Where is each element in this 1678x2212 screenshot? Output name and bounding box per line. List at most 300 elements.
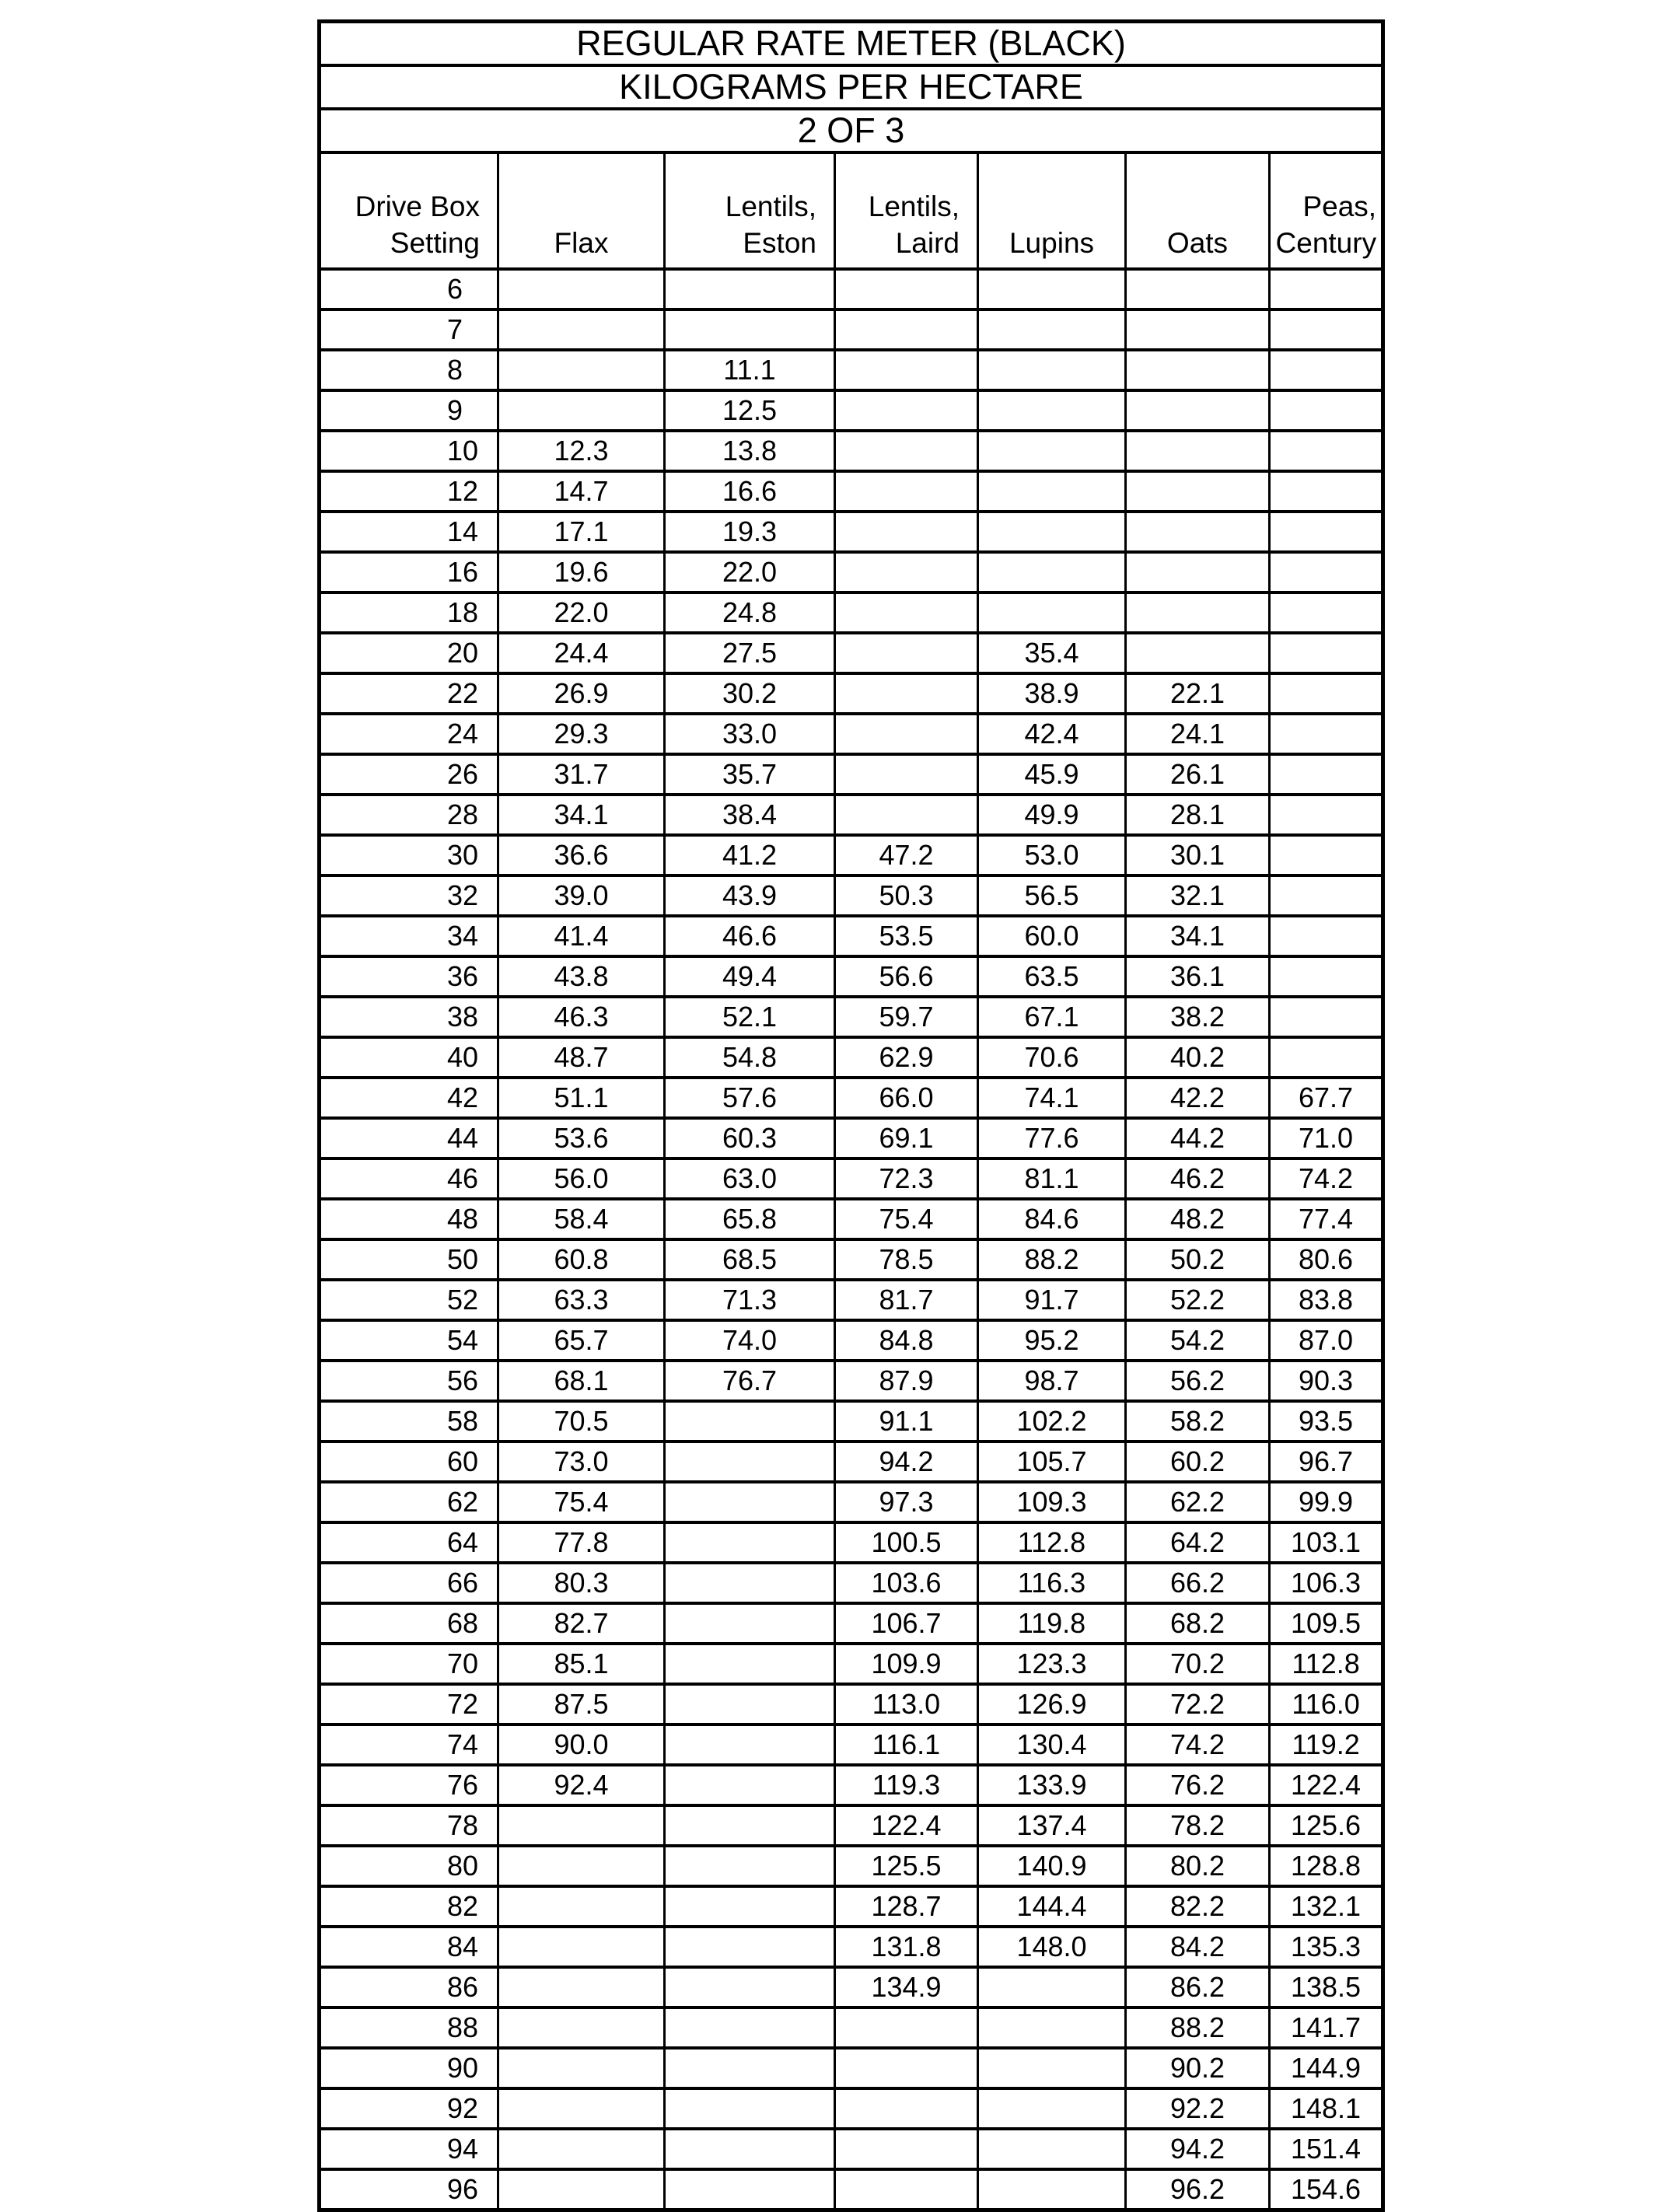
table-row (320, 512, 1383, 552)
value-cell: 122.4 (835, 1805, 978, 1846)
value-cell: 38.9 (978, 673, 1126, 714)
value-cell (1270, 1037, 1383, 1078)
table-row (320, 1805, 1383, 1846)
value-cell: 43.9 (665, 875, 835, 916)
value-cell (498, 2088, 665, 2129)
value-cell: 103.6 (835, 1563, 978, 1603)
value-cell: 69.1 (835, 1118, 978, 1158)
value-cell: 78.5 (835, 1239, 978, 1280)
value-cell (1126, 350, 1270, 390)
value-cell (978, 552, 1126, 592)
setting-cell: 7 (320, 309, 498, 350)
value-cell: 34.1 (498, 795, 665, 835)
value-cell: 58.4 (498, 1199, 665, 1239)
col-header-lupins (978, 152, 1126, 269)
value-cell: 34.1 (1126, 916, 1270, 956)
value-cell (665, 2129, 835, 2169)
col-header-line: Oats (1166, 227, 1229, 259)
value-cell (978, 2088, 1126, 2129)
value-cell (978, 471, 1126, 512)
setting-cell: 40 (320, 1037, 498, 1078)
setting-cell: 84 (320, 1927, 498, 1967)
value-cell: 48.7 (498, 1037, 665, 1078)
value-cell: 50.3 (835, 875, 978, 916)
table-row (320, 1078, 1383, 1118)
table-row (320, 269, 1383, 309)
table-row (320, 390, 1383, 431)
table-row (320, 350, 1383, 390)
col-header-line: Lentils, (868, 190, 960, 222)
value-cell: 24.1 (1126, 714, 1270, 754)
value-cell: 75.4 (498, 1482, 665, 1522)
value-cell: 22.0 (498, 592, 665, 633)
value-cell (665, 1401, 835, 1441)
table-row (320, 431, 1383, 471)
value-cell (1270, 431, 1383, 471)
value-cell: 44.2 (1126, 1118, 1270, 1158)
col-header-lentils-laird (835, 152, 978, 269)
value-cell (665, 309, 835, 350)
value-cell: 102.2 (978, 1401, 1126, 1441)
value-cell (835, 592, 978, 633)
value-cell (1126, 471, 1270, 512)
value-cell: 90.3 (1270, 1361, 1383, 1401)
value-cell: 51.1 (498, 1078, 665, 1118)
value-cell: 60.8 (498, 1239, 665, 1280)
setting-cell: 60 (320, 1441, 498, 1482)
value-cell: 48.2 (1126, 1199, 1270, 1239)
value-cell: 125.6 (1270, 1805, 1383, 1846)
value-cell (1126, 633, 1270, 673)
subtitle-row (320, 65, 1383, 109)
value-cell: 109.5 (1270, 1603, 1383, 1644)
value-cell (498, 2129, 665, 2169)
col-header-line: Laird (895, 227, 960, 259)
value-cell: 28.1 (1126, 795, 1270, 835)
value-cell: 132.1 (1270, 1886, 1383, 1927)
setting-cell: 52 (320, 1280, 498, 1320)
value-cell: 30.1 (1126, 835, 1270, 875)
value-cell: 47.2 (835, 835, 978, 875)
value-cell: 76.7 (665, 1361, 835, 1401)
value-cell (665, 269, 835, 309)
col-header-line: Setting (390, 227, 480, 259)
value-cell: 22.1 (1126, 673, 1270, 714)
value-cell: 119.3 (835, 1765, 978, 1805)
value-cell: 68.5 (665, 1239, 835, 1280)
value-cell: 116.0 (1270, 1684, 1383, 1725)
table-row (320, 1846, 1383, 1886)
value-cell: 99.9 (1270, 1482, 1383, 1522)
value-cell: 13.8 (665, 431, 835, 471)
value-cell: 46.6 (665, 916, 835, 956)
value-cell: 41.4 (498, 916, 665, 956)
table-row (320, 1644, 1383, 1684)
value-cell (498, 1886, 665, 1927)
value-cell: 30.2 (665, 673, 835, 714)
rate-table (317, 19, 1385, 2212)
value-cell: 35.7 (665, 754, 835, 795)
table-row (320, 1320, 1383, 1361)
setting-cell: 70 (320, 1644, 498, 1684)
value-cell: 84.6 (978, 1199, 1126, 1239)
value-cell (1270, 714, 1383, 754)
col-header-peas-century (1270, 152, 1383, 269)
value-cell (835, 350, 978, 390)
value-cell (665, 1886, 835, 1927)
value-cell (978, 512, 1126, 552)
col-header-line: Eston (743, 227, 816, 259)
value-cell: 81.1 (978, 1158, 1126, 1199)
value-cell: 109.3 (978, 1482, 1126, 1522)
value-cell (978, 390, 1126, 431)
value-cell: 56.6 (835, 956, 978, 997)
value-cell (1270, 956, 1383, 997)
setting-cell: 56 (320, 1361, 498, 1401)
table-row (320, 1927, 1383, 1967)
value-cell: 65.8 (665, 1199, 835, 1239)
table-row (320, 2008, 1383, 2048)
value-cell: 56.0 (498, 1158, 665, 1199)
value-cell: 137.4 (978, 1805, 1126, 1846)
value-cell: 148.0 (978, 1927, 1126, 1967)
column-header-row (320, 152, 1383, 269)
value-cell: 123.3 (978, 1644, 1126, 1684)
value-cell: 119.8 (978, 1603, 1126, 1644)
setting-cell: 76 (320, 1765, 498, 1805)
table-row (320, 1037, 1383, 1078)
seed-rate-chart-page (317, 19, 1385, 2212)
value-cell: 105.7 (978, 1441, 1126, 1482)
table-row (320, 1361, 1383, 1401)
value-cell: 72.2 (1126, 1684, 1270, 1725)
value-cell (835, 795, 978, 835)
table-row (320, 1684, 1383, 1725)
col-header-lentils-eston (665, 152, 835, 269)
value-cell (1270, 309, 1383, 350)
value-cell (835, 512, 978, 552)
value-cell: 84.2 (1126, 1927, 1270, 1967)
value-cell: 128.8 (1270, 1846, 1383, 1886)
value-cell (1270, 754, 1383, 795)
value-cell: 70.6 (978, 1037, 1126, 1078)
value-cell: 116.3 (978, 1563, 1126, 1603)
value-cell: 45.9 (978, 754, 1126, 795)
setting-cell: 44 (320, 1118, 498, 1158)
value-cell: 95.2 (978, 1320, 1126, 1361)
value-cell (1270, 835, 1383, 875)
table-row (320, 1280, 1383, 1320)
value-cell (665, 1765, 835, 1805)
setting-cell: 92 (320, 2088, 498, 2129)
value-cell: 53.5 (835, 916, 978, 956)
value-cell: 19.6 (498, 552, 665, 592)
value-cell: 50.2 (1126, 1239, 1270, 1280)
value-cell (835, 633, 978, 673)
value-cell: 119.2 (1270, 1725, 1383, 1765)
table-row (320, 1118, 1383, 1158)
value-cell: 40.2 (1126, 1037, 1270, 1078)
value-cell: 100.5 (835, 1522, 978, 1563)
value-cell: 134.9 (835, 1967, 978, 2008)
setting-cell: 34 (320, 916, 498, 956)
value-cell (1126, 592, 1270, 633)
value-cell: 125.5 (835, 1846, 978, 1886)
value-cell: 94.2 (835, 1441, 978, 1482)
setting-cell: 10 (320, 431, 498, 471)
value-cell: 144.4 (978, 1886, 1126, 1927)
value-cell: 88.2 (1126, 2008, 1270, 2048)
value-cell (498, 2169, 665, 2210)
value-cell: 81.7 (835, 1280, 978, 1320)
value-cell (1270, 350, 1383, 390)
value-cell (835, 269, 978, 309)
value-cell: 56.2 (1126, 1361, 1270, 1401)
value-cell: 93.5 (1270, 1401, 1383, 1441)
value-cell: 96.2 (1126, 2169, 1270, 2210)
value-cell: 130.4 (978, 1725, 1126, 1765)
value-cell: 24.4 (498, 633, 665, 673)
title-row (320, 22, 1383, 66)
value-cell: 41.2 (665, 835, 835, 875)
value-cell (1270, 795, 1383, 835)
value-cell: 75.4 (835, 1199, 978, 1239)
value-cell (665, 1805, 835, 1846)
value-cell (665, 1846, 835, 1886)
value-cell: 72.3 (835, 1158, 978, 1199)
value-cell (665, 1684, 835, 1725)
value-cell: 106.3 (1270, 1563, 1383, 1603)
value-cell: 38.4 (665, 795, 835, 835)
value-cell: 80.3 (498, 1563, 665, 1603)
value-cell (1270, 552, 1383, 592)
value-cell (978, 1967, 1126, 2008)
value-cell (1270, 592, 1383, 633)
page-indicator-row (320, 109, 1383, 152)
setting-cell: 16 (320, 552, 498, 592)
value-cell (665, 1725, 835, 1765)
setting-cell: 38 (320, 997, 498, 1037)
setting-cell: 90 (320, 2048, 498, 2088)
table-row (320, 875, 1383, 916)
value-cell: 76.2 (1126, 1765, 1270, 1805)
value-cell: 113.0 (835, 1684, 978, 1725)
value-cell: 57.6 (665, 1078, 835, 1118)
value-cell: 97.3 (835, 1482, 978, 1522)
value-cell: 22.0 (665, 552, 835, 592)
table-row (320, 956, 1383, 997)
table-title: REGULAR RATE METER (BLACK) (320, 22, 1383, 66)
setting-cell: 72 (320, 1684, 498, 1725)
value-cell: 91.1 (835, 1401, 978, 1441)
value-cell: 80.2 (1126, 1846, 1270, 1886)
value-cell: 77.4 (1270, 1199, 1383, 1239)
value-cell: 66.2 (1126, 1563, 1270, 1603)
setting-cell: 54 (320, 1320, 498, 1361)
value-cell (1270, 512, 1383, 552)
value-cell (1270, 916, 1383, 956)
value-cell: 52.1 (665, 997, 835, 1037)
table-row (320, 1441, 1383, 1482)
value-cell (498, 2048, 665, 2088)
value-cell: 67.1 (978, 997, 1126, 1037)
value-cell: 82.7 (498, 1603, 665, 1644)
setting-cell: 22 (320, 673, 498, 714)
value-cell (835, 714, 978, 754)
table-row (320, 309, 1383, 350)
value-cell: 84.8 (835, 1320, 978, 1361)
value-cell (665, 2048, 835, 2088)
value-cell: 17.1 (498, 512, 665, 552)
value-cell: 83.8 (1270, 1280, 1383, 1320)
value-cell: 80.6 (1270, 1239, 1383, 1280)
setting-cell: 28 (320, 795, 498, 835)
value-cell (498, 1967, 665, 2008)
value-cell: 128.7 (835, 1886, 978, 1927)
table-row (320, 795, 1383, 835)
value-cell: 96.7 (1270, 1441, 1383, 1482)
value-cell (1270, 875, 1383, 916)
value-cell (498, 309, 665, 350)
value-cell (498, 269, 665, 309)
col-header-line: Century (1275, 227, 1377, 259)
value-cell (498, 350, 665, 390)
value-cell (498, 1846, 665, 1886)
table-row (320, 2169, 1383, 2210)
value-cell (665, 1482, 835, 1522)
setting-cell: 46 (320, 1158, 498, 1199)
value-cell (1270, 633, 1383, 673)
page-indicator: 2 OF 3 (320, 109, 1383, 152)
value-cell: 53.0 (978, 835, 1126, 875)
value-cell: 42.4 (978, 714, 1126, 754)
value-cell: 14.7 (498, 471, 665, 512)
setting-cell: 48 (320, 1199, 498, 1239)
col-header-oats (1126, 152, 1270, 269)
setting-cell: 74 (320, 1725, 498, 1765)
value-cell (835, 673, 978, 714)
value-cell: 70.5 (498, 1401, 665, 1441)
setting-cell: 14 (320, 512, 498, 552)
value-cell: 77.6 (978, 1118, 1126, 1158)
value-cell (665, 1603, 835, 1644)
value-cell (835, 471, 978, 512)
value-cell: 122.4 (1270, 1765, 1383, 1805)
value-cell: 29.3 (498, 714, 665, 754)
value-cell: 109.9 (835, 1644, 978, 1684)
value-cell (978, 350, 1126, 390)
value-cell: 92.2 (1126, 2088, 1270, 2129)
table-row (320, 835, 1383, 875)
table-row (320, 673, 1383, 714)
value-cell: 85.1 (498, 1644, 665, 1684)
value-cell: 63.0 (665, 1158, 835, 1199)
value-cell: 54.2 (1126, 1320, 1270, 1361)
table-row (320, 1401, 1383, 1441)
value-cell: 63.3 (498, 1280, 665, 1320)
value-cell: 62.9 (835, 1037, 978, 1078)
value-cell (835, 2048, 978, 2088)
value-cell: 66.0 (835, 1078, 978, 1118)
value-cell (1270, 269, 1383, 309)
value-cell: 26.1 (1126, 754, 1270, 795)
value-cell (978, 309, 1126, 350)
value-cell (498, 1927, 665, 1967)
table-row (320, 916, 1383, 956)
table-row (320, 2088, 1383, 2129)
col-header-drive-box-setting (320, 152, 498, 269)
value-cell (835, 2129, 978, 2169)
setting-cell: 58 (320, 1401, 498, 1441)
value-cell: 60.3 (665, 1118, 835, 1158)
value-cell: 71.0 (1270, 1118, 1383, 1158)
value-cell (1270, 471, 1383, 512)
value-cell: 63.5 (978, 956, 1126, 997)
value-cell (1126, 309, 1270, 350)
col-header-flax (498, 152, 665, 269)
value-cell (665, 1927, 835, 1967)
col-header-line: Lentils, (725, 190, 816, 222)
value-cell: 144.9 (1270, 2048, 1383, 2088)
value-cell (665, 1441, 835, 1482)
value-cell: 35.4 (978, 633, 1126, 673)
value-cell (978, 2008, 1126, 2048)
table-row (320, 714, 1383, 754)
value-cell (978, 269, 1126, 309)
table-row (320, 1765, 1383, 1805)
setting-cell: 20 (320, 633, 498, 673)
col-header-line: Drive Box (355, 190, 480, 222)
value-cell: 53.6 (498, 1118, 665, 1158)
value-cell (1126, 512, 1270, 552)
setting-cell: 64 (320, 1522, 498, 1563)
value-cell (835, 309, 978, 350)
value-cell (498, 390, 665, 431)
value-cell: 138.5 (1270, 1967, 1383, 2008)
table-row (320, 1725, 1383, 1765)
value-cell: 19.3 (665, 512, 835, 552)
value-cell: 36.6 (498, 835, 665, 875)
value-cell (835, 390, 978, 431)
setting-cell: 88 (320, 2008, 498, 2048)
value-cell (665, 1563, 835, 1603)
value-cell: 74.1 (978, 1078, 1126, 1118)
value-cell: 32.1 (1126, 875, 1270, 916)
value-cell: 112.8 (1270, 1644, 1383, 1684)
value-cell (835, 431, 978, 471)
value-cell: 90.0 (498, 1725, 665, 1765)
value-cell: 112.8 (978, 1522, 1126, 1563)
setting-cell: 12 (320, 471, 498, 512)
value-cell: 82.2 (1126, 1886, 1270, 1927)
table-row (320, 1239, 1383, 1280)
setting-cell: 62 (320, 1482, 498, 1522)
table-subtitle: KILOGRAMS PER HECTARE (320, 65, 1383, 109)
value-cell: 43.8 (498, 956, 665, 997)
value-cell: 56.5 (978, 875, 1126, 916)
value-cell (665, 1644, 835, 1684)
value-cell: 67.7 (1270, 1078, 1383, 1118)
value-cell: 91.7 (978, 1280, 1126, 1320)
setting-cell: 78 (320, 1805, 498, 1846)
value-cell: 36.1 (1126, 956, 1270, 997)
table-row (320, 1158, 1383, 1199)
value-cell: 151.4 (1270, 2129, 1383, 2169)
value-cell: 71.3 (665, 1280, 835, 1320)
table-row (320, 1603, 1383, 1644)
value-cell: 92.4 (498, 1765, 665, 1805)
value-cell: 126.9 (978, 1684, 1126, 1725)
